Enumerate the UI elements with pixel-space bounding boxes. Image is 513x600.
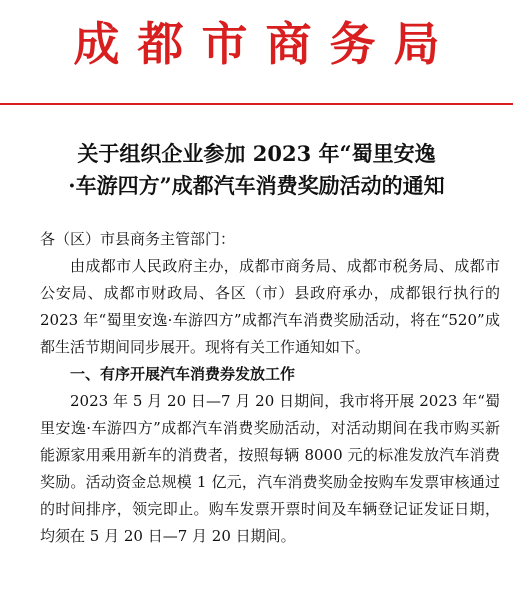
document-body: [40, 226, 500, 550]
document-title: [20, 138, 493, 202]
org-header: 成都市商务局: [73, 17, 458, 71]
title-line-2: ·车游四方”成都汽车消费奖励活动的通知: [68, 173, 445, 198]
salutation: 各（区）市县商务主管部门：: [40, 230, 236, 248]
intro-paragraph: 由成都市人民政府主办，成都市商务局、成都市税务局、成都市公安局、成都市财政局、各区（市）县政府承办，成都银行执行的 2023 年“蜀里安逸·车游四方”成都汽车消费奖励活动，将在“520”成都生活节期间同步展开。现将有关工作通知如下。: [40, 257, 500, 356]
red-divider-line: [0, 103, 513, 105]
section-paragraph-1: 2023 年 5 月 20 日—7 月 20 日期间，我市将开展 2023 年“蜀里安逸·车游四方”成都汽车消费奖励活动，对活动期间在我市购买新能源家用乘用新车的消费者，按照每辆 8000 元的标准发放汽车消费奖励。活动资金总规模 1 亿元，汽车消费奖励金按购车发票审核通过的时间排序，领完即止。购车发票开票时间及车辆登记证发证日期，均须在 5 月 20 日—7 月 20 日期间。: [40, 392, 500, 545]
title-line-1: 关于组织企业参加 2023 年“蜀里安逸: [77, 141, 436, 166]
section-heading-1: 一、有序开展汽车消费券发放工作: [70, 365, 296, 383]
